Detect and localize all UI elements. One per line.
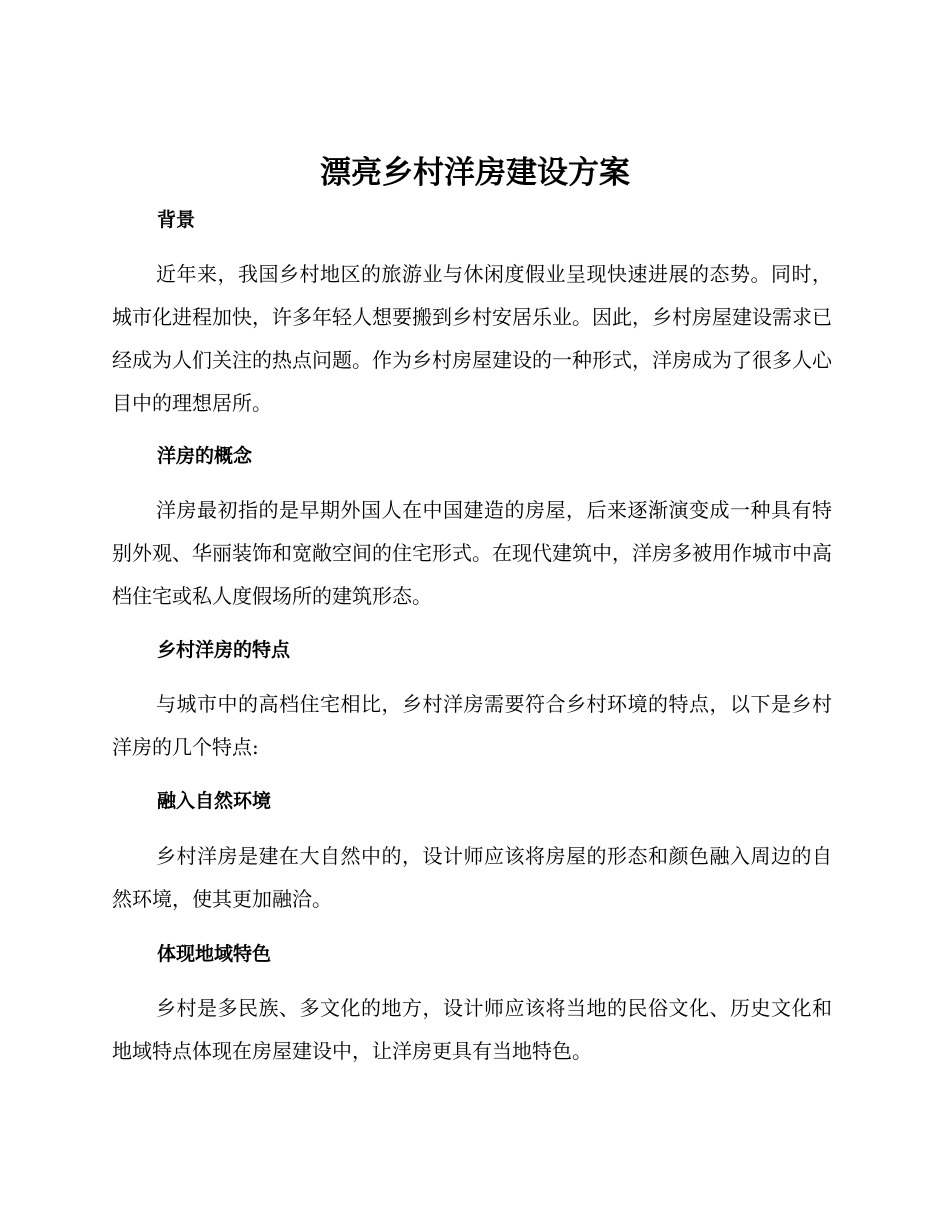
document-title: 漂亮乡村洋房建设方案 xyxy=(320,155,630,191)
section-paragraph-background: 近年来，我国乡村地区的旅游业与休闲度假业呈现快速进展的态势。同时，城市化进程加快，许多年轻人想要搬到乡村安居乐业。因此，乡村房屋建设需求已经成为人们关注的热点问题。作为乡村房屋建设的一种形式，洋房成为了很多人心目中的理想居所。 xyxy=(112,262,832,415)
section-heading-background: 背景 xyxy=(157,209,196,231)
section-heading-features: 乡村洋房的特点 xyxy=(157,639,291,661)
section-heading-regional: 体现地域特色 xyxy=(157,943,272,965)
section-heading-concept: 洋房的概念 xyxy=(157,445,253,467)
section-paragraph-concept: 洋房最初指的是早期外国人在中国建造的房屋，后来逐渐演变成一种具有特别外观、华丽装饰和宽敞空间的住宅形式。在现代建筑中，洋房多被用作城市中高档住宅或私人度假场所的建筑形态。 xyxy=(112,498,832,608)
section-heading-nature: 融入自然环境 xyxy=(157,790,272,812)
section-paragraph-nature: 乡村洋房是建在大自然中的，设计师应该将房屋的形态和颜色融入周边的自然环境，使其更加融洽。 xyxy=(112,844,832,911)
section-paragraph-features: 与城市中的高档住宅相比，乡村洋房需要符合乡村环境的特点，以下是乡村洋房的几个特点: xyxy=(112,692,832,759)
section-paragraph-regional: 乡村是多民族、多文化的地方，设计师应该将当地的民俗文化、历史文化和地域特点体现在房屋建设中，让洋房更具有当地特色。 xyxy=(112,996,832,1063)
